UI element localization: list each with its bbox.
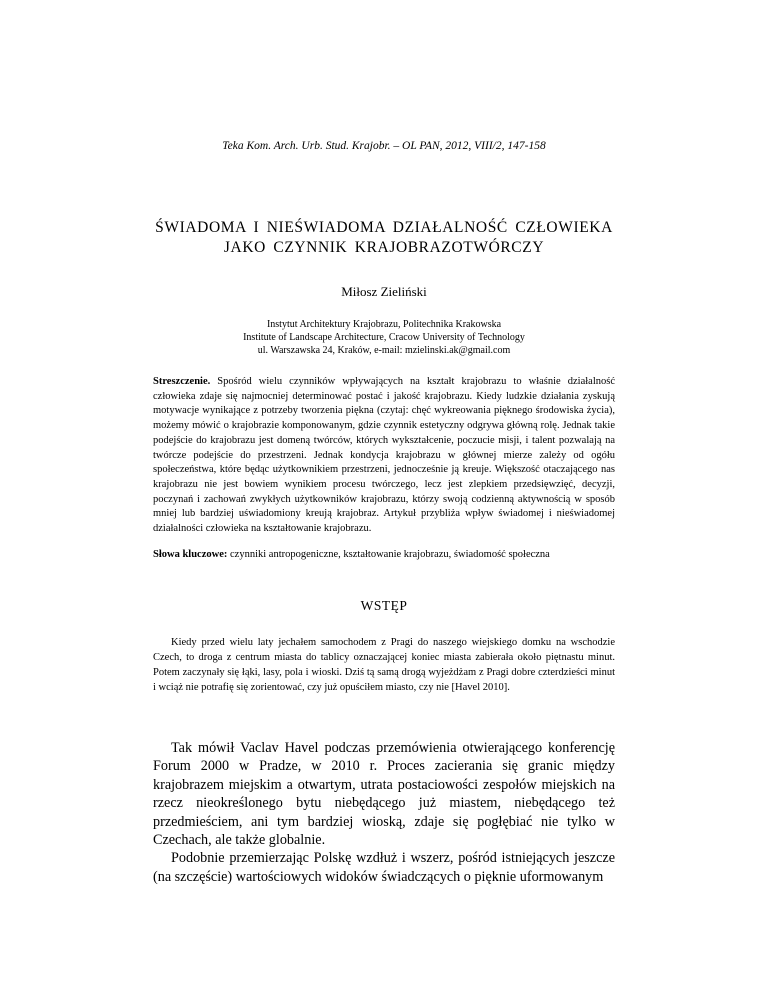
abstract bbox=[153, 375, 615, 537]
abstract-label: Streszczenie. bbox=[153, 376, 211, 387]
section-heading: WSTĘP bbox=[360, 598, 408, 613]
journal-citation: Teka Kom. Arch. Urb. Stud. Krajobr. – OL PAN, 2012, VIII/2, 147-158 bbox=[222, 140, 546, 152]
article-title-line-1: ŚWIADOMA I NIEŚWIADOMA DZIAŁALNOŚĆ CZŁOWIEKA bbox=[155, 219, 613, 236]
author-affiliation bbox=[0, 318, 768, 357]
abstract-text: Spośród wielu czynników wpływających na kształt krajobrazu to właśnie działalność człowieka zdaje się najmocniej determinować postać i jakość krajobrazu. Kiedy ludzkie działania zyskują motywacje wynikające z potrzeby tworzenia piękna (czytaj: chęć wykreowania pięknego środowiska życia), możemy mówić o krajobrazie komponowanym, gdzie czynnik estetyczny odgrywa główną rolę. Jednak takie podejście do krajobrazu jest domeną twórców, których wykształcenie, poczucie misji, i talent pozwalają na twórcze podejście do przestrzeni. Jednak kondycja krajobrazu w głównej mierze zależy od ogółu społeczeństwa, które będąc użytkownikiem przestrzeni, jednocześnie ją kreuje. Większość otaczającego nas krajobrazu nie jest bowiem wynikiem procesu twórczego, lecz jest zlepkiem przedsięwzięć, decyzji, poczynań i zachowań zwykłych użytkowników krajobrazu, którzy swoją codzienną aktywnością w sposób mniej lub bardziej uświadomiony kreują krajobraz. Artykuł przybliża wpływ świadomej i nieświadomej działalności człowieka na kształtowanie krajobrazu. bbox=[153, 376, 615, 535]
keywords-text: czynniki antropogeniczne, kształtowanie krajobrazu, świadomość społeczna bbox=[227, 549, 550, 560]
body-paragraph-2: Podobnie przemierzając Polskę wzdłuż i wszerz, pośród istniejących jeszcze (na szczęście) wartościowych widoków świadczących o pięknie uformowanym bbox=[153, 850, 615, 885]
author-name: Miłosz Zieliński bbox=[341, 284, 427, 299]
affiliation-line-3: ul. Warszawska 24, Kraków, e-mail: mzielinski.ak@gmail.com bbox=[257, 345, 511, 356]
affiliation-line-2: Institute of Landscape Architecture, Cracow University of Technology bbox=[243, 332, 525, 343]
body-paragraph-1: Tak mówił Vaclav Havel podczas przemówienia otwierającego konferencję Forum 2000 w Pradze, w 2010 r. Proces zacierania się granic między krajobrazem miejskim a otwartym, utrata postaciowości zespołów miejskich na rzecz nieokreślonego bytu niebędącego już miastem, niebędącego też przedmieściem, ani tym bardziej wioską, zdaje się pogłębiać nie tylko w Czechach, ale także globalnie. bbox=[153, 740, 615, 849]
epigraph-quote bbox=[153, 635, 615, 695]
affiliation-line-1: Instytut Architektury Krajobrazu, Politechnika Krakowska bbox=[266, 319, 502, 330]
keywords-label: Słowa kluczowe: bbox=[153, 549, 228, 560]
body-text bbox=[153, 739, 615, 886]
article-title bbox=[0, 218, 768, 258]
article-title-line-2: JAKO CZYNNIK KRAJOBRAZOTWÓRCZY bbox=[223, 239, 545, 256]
keywords bbox=[153, 548, 615, 562]
quote-text: Kiedy przed wielu laty jechałem samochodem z Pragi do naszego wiejskiego domku na wschodzie Czech, to droga z centrum miasta do tablicy oznaczającej koniec miasta zabierała około piętnastu minut. Potem zaczynały się łąki, lasy, pola i wioski. Dziś tą samą drogą wyjeżdżam z Pragi dobre czterdzieści minut i wciąż nie potrafię się zorientować, czy już opuściłem miasto, czy nie [Havel 2010]. bbox=[153, 637, 615, 693]
